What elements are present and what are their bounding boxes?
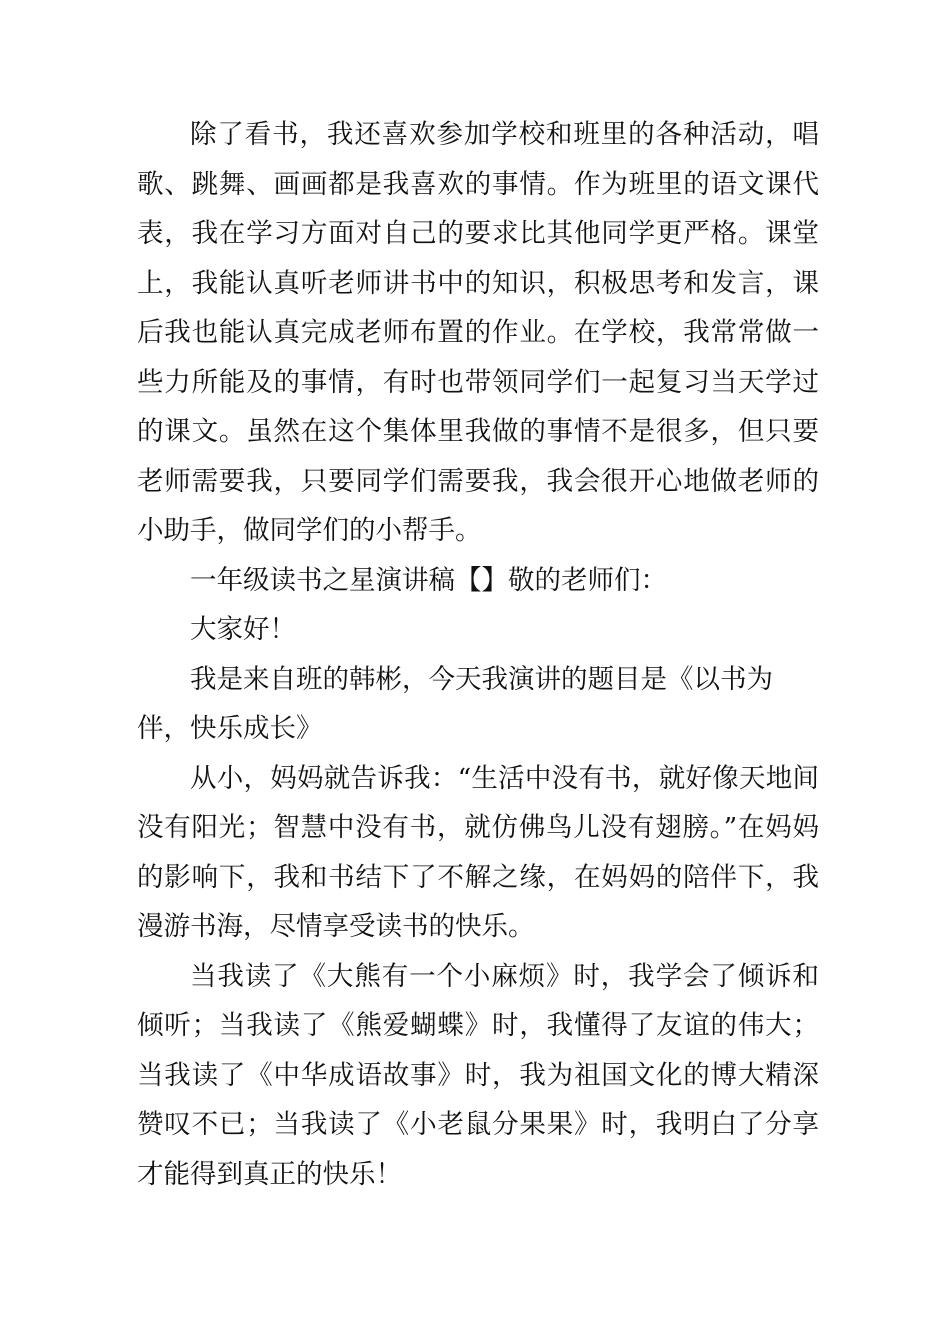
paragraph-childhood: 从小，妈妈就告诉我：“生活中没有书，就好像天地间没有阳光；智慧中没有书，就仿佛鸟儿没有翅膀。”在妈妈的影响下，我和书结下了不解之缘，在妈妈的陪伴下，我漫游书海，尽情享受读书的快乐。 [137,762,819,942]
paragraph-books-read: 当我读了《大熊有一个小麻烦》时，我学会了倾诉和倾听；当我读了《熊爱蝴蝶》时，我懂得了友谊的伟大；当我读了《中华成语故事》时，我为祖国文化的博大精深赞叹不已；当我读了《小老鼠分果果》时，我明白了分享才能得到真正的快乐！ [137,960,819,1190]
paragraph-activities: 除了看书，我还喜欢参加学校和班里的各种活动，唱歌、跳舞、画画都是我喜欢的事情。作为班里的语文课代表，我在学习方面对自己的要求比其他同学更严格。课堂上，我能认真听老师讲书中的知识，积极思考和发言，课后我也能认真完成老师布置的作业。在学校，我常常做一些力所能及的事情，有时也带领同学们一起复习当天学过的课文。虽然在这个集体里我做的事情不是很多，但只要老师需要我，只要同学们需要我，我会很开心地做老师的小助手，做同学们的小帮手。 [137,119,819,546]
paragraph-introduction: 我是来自班的韩彬，今天我演讲的题目是《以书为伴，快乐成长》 [137,663,773,744]
paragraph-speech-heading: 一年级读书之星演讲稿【】敬的老师们： [190,564,667,596]
paragraph-greeting: 大家好！ [190,614,296,645]
document-body [137,110,819,1199]
